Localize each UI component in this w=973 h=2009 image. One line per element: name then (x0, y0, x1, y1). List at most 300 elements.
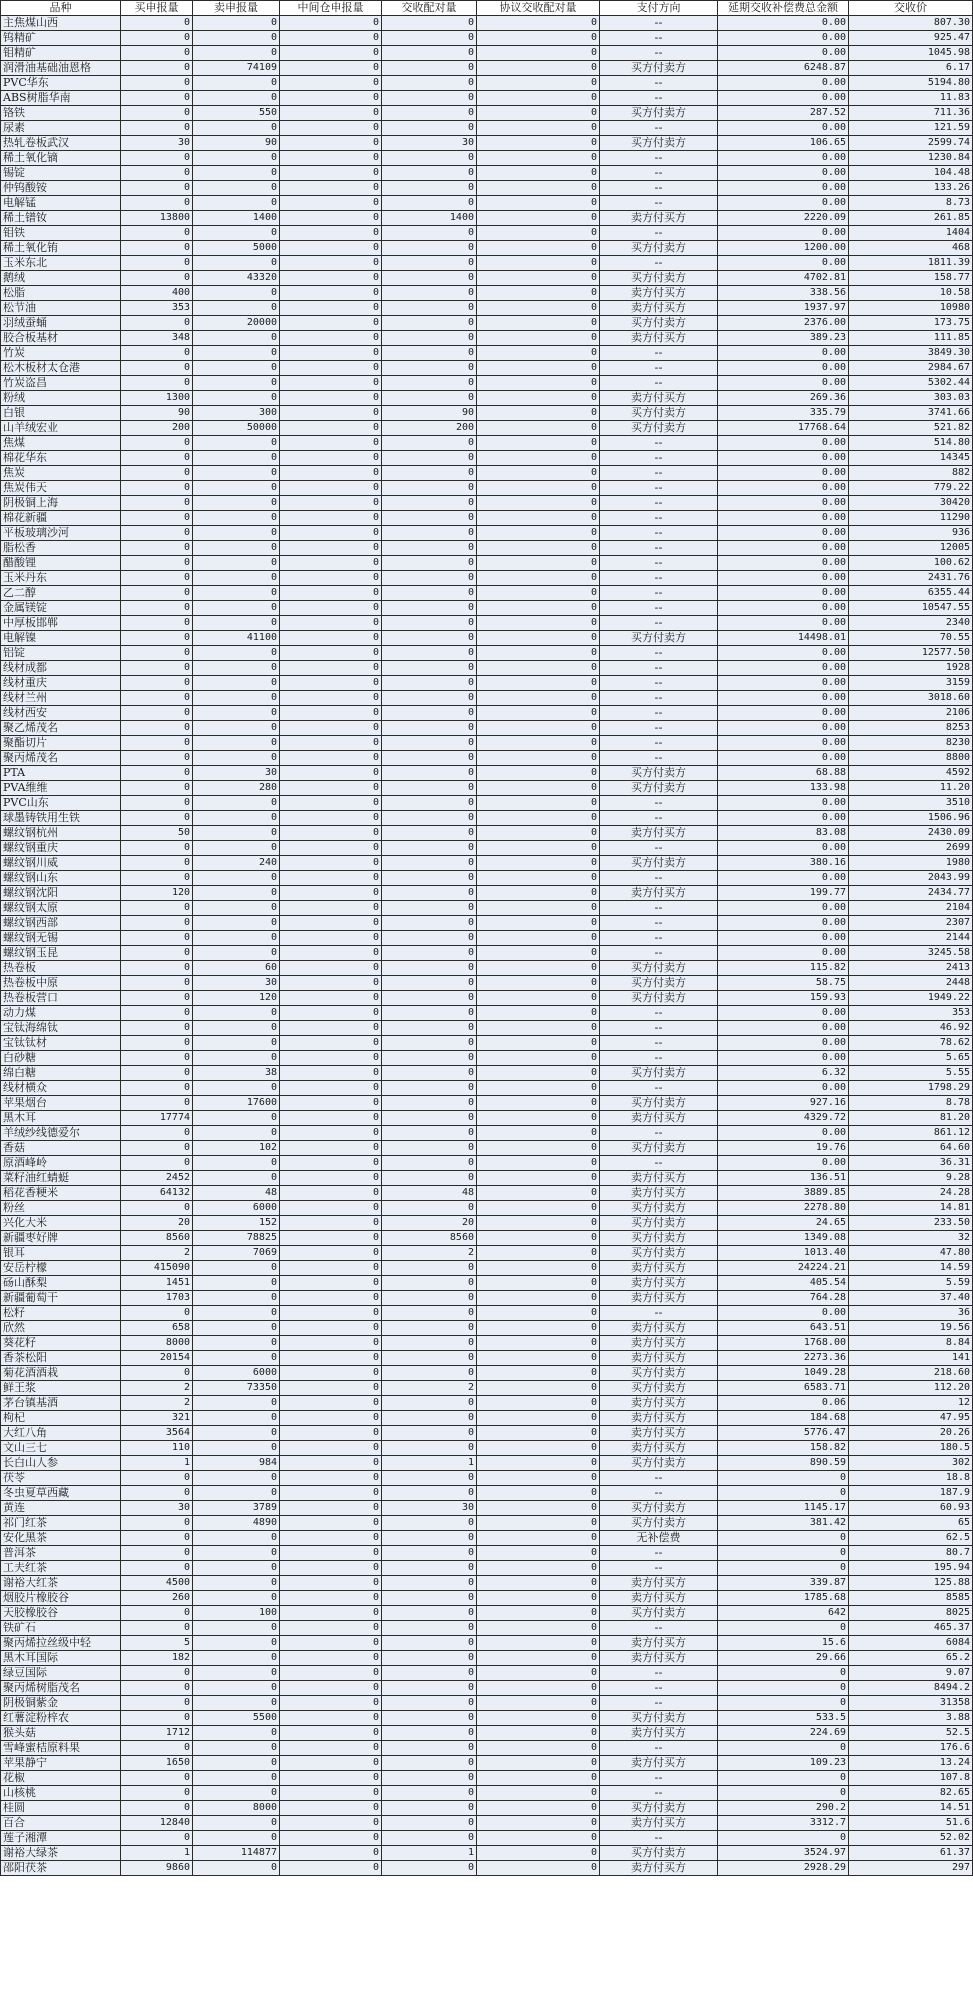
table-row (1, 106, 973, 121)
cell-matched-qty: 0 (382, 916, 477, 931)
cell-sell-declared: 0 (193, 1021, 280, 1036)
cell-buy-declared: 0 (121, 1516, 193, 1531)
cell-matched-qty: 0 (382, 871, 477, 886)
cell-sell-declared: 0 (193, 751, 280, 766)
cell-matched-qty: 0 (382, 511, 477, 526)
cell-matched-qty: 0 (382, 736, 477, 751)
cell-agreement-matched-qty: 0 (477, 601, 600, 616)
cell-payment-direction: 买方付卖方 (600, 1096, 718, 1111)
cell-deferred-fee-total: 0.00 (718, 676, 849, 691)
cell-deferred-fee-total: 0.00 (718, 1036, 849, 1051)
cell-payment-direction: -- (600, 466, 718, 481)
cell-delivery-price: 62.5 (849, 1531, 973, 1546)
table-row (1, 646, 973, 661)
cell-delivery-price: 303.03 (849, 391, 973, 406)
table-row (1, 691, 973, 706)
cell-buy-declared: 9860 (121, 1861, 193, 1876)
cell-payment-direction: -- (600, 556, 718, 571)
cell-buy-declared: 0 (121, 241, 193, 256)
cell-buy-declared: 348 (121, 331, 193, 346)
cell-variety: 祁门红茶 (1, 1516, 121, 1531)
cell-payment-direction: 卖方付买方 (600, 1261, 718, 1276)
table-row (1, 511, 973, 526)
cell-buy-declared: 0 (121, 1771, 193, 1786)
cell-variety: 金属镁锭 (1, 601, 121, 616)
cell-delivery-price: 52.02 (849, 1831, 973, 1846)
cell-variety: 长白山人参 (1, 1456, 121, 1471)
table-row (1, 1126, 973, 1141)
cell-delivery-price: 711.36 (849, 106, 973, 121)
cell-intermediate-declared: 0 (280, 946, 382, 961)
cell-buy-declared: 0 (121, 691, 193, 706)
cell-delivery-price: 5194.80 (849, 76, 973, 91)
cell-sell-declared: 0 (193, 1651, 280, 1666)
cell-payment-direction: -- (600, 1666, 718, 1681)
cell-sell-declared: 300 (193, 406, 280, 421)
cell-payment-direction: 卖方付买方 (600, 1171, 718, 1186)
cell-variety: 猴头菇 (1, 1726, 121, 1741)
cell-deferred-fee-total: 0.00 (718, 466, 849, 481)
cell-deferred-fee-total: 0.00 (718, 226, 849, 241)
cell-intermediate-declared: 0 (280, 181, 382, 196)
cell-agreement-matched-qty: 0 (477, 1696, 600, 1711)
cell-matched-qty: 0 (382, 331, 477, 346)
cell-variety: 螺纹钢沈阳 (1, 886, 121, 901)
cell-delivery-price: 30420 (849, 496, 973, 511)
cell-variety: 平板玻璃沙河 (1, 526, 121, 541)
cell-variety: 聚丙烯拉丝级中轻 (1, 1636, 121, 1651)
table-row (1, 586, 973, 601)
cell-buy-declared: 0 (121, 1201, 193, 1216)
cell-sell-declared: 0 (193, 616, 280, 631)
cell-delivery-price: 8585 (849, 1591, 973, 1606)
cell-agreement-matched-qty: 0 (477, 871, 600, 886)
cell-variety: 聚乙烯茂名 (1, 721, 121, 736)
cell-deferred-fee-total: 0.00 (718, 481, 849, 496)
cell-delivery-price: 80.7 (849, 1546, 973, 1561)
cell-sell-declared: 0 (193, 451, 280, 466)
cell-sell-declared: 0 (193, 886, 280, 901)
cell-agreement-matched-qty: 0 (477, 1441, 600, 1456)
cell-intermediate-declared: 0 (280, 1636, 382, 1651)
cell-buy-declared: 0 (121, 1681, 193, 1696)
table-row (1, 616, 973, 631)
cell-delivery-price: 1949.22 (849, 991, 973, 1006)
cell-payment-direction: 买方付卖方 (600, 1246, 718, 1261)
cell-payment-direction: 卖方付买方 (600, 1411, 718, 1426)
cell-delivery-price: 2043.99 (849, 871, 973, 886)
cell-variety: 黑木耳 (1, 1111, 121, 1126)
cell-intermediate-declared: 0 (280, 1531, 382, 1546)
header-intermediate-declared: 中间仓申报量 (280, 1, 382, 16)
cell-deferred-fee-total: 0 (718, 1696, 849, 1711)
cell-deferred-fee-total: 405.54 (718, 1276, 849, 1291)
cell-intermediate-declared: 0 (280, 976, 382, 991)
cell-matched-qty: 0 (382, 1561, 477, 1576)
cell-delivery-price: 64.60 (849, 1141, 973, 1156)
table-row (1, 76, 973, 91)
cell-intermediate-declared: 0 (280, 421, 382, 436)
cell-payment-direction: -- (600, 1036, 718, 1051)
cell-agreement-matched-qty: 0 (477, 901, 600, 916)
table-row (1, 1201, 973, 1216)
cell-intermediate-declared: 0 (280, 16, 382, 31)
cell-delivery-price: 36 (849, 1306, 973, 1321)
table-row (1, 556, 973, 571)
cell-buy-declared: 4500 (121, 1576, 193, 1591)
cell-intermediate-declared: 0 (280, 1111, 382, 1126)
cell-intermediate-declared: 0 (280, 1591, 382, 1606)
cell-delivery-price: 36.31 (849, 1156, 973, 1171)
cell-payment-direction: -- (600, 571, 718, 586)
cell-buy-declared: 5 (121, 1636, 193, 1651)
cell-variety: 动力煤 (1, 1006, 121, 1021)
cell-buy-declared: 0 (121, 496, 193, 511)
cell-sell-declared: 50000 (193, 421, 280, 436)
cell-sell-declared: 20000 (193, 316, 280, 331)
cell-agreement-matched-qty: 0 (477, 1381, 600, 1396)
cell-buy-declared: 2 (121, 1396, 193, 1411)
table-row (1, 151, 973, 166)
cell-deferred-fee-total: 106.65 (718, 136, 849, 151)
cell-variety: 天胶橡胶谷 (1, 1606, 121, 1621)
cell-payment-direction: -- (600, 496, 718, 511)
cell-agreement-matched-qty: 0 (477, 136, 600, 151)
cell-variety: 钼精矿 (1, 46, 121, 61)
cell-payment-direction: -- (600, 151, 718, 166)
cell-variety: 黄连 (1, 1501, 121, 1516)
cell-buy-declared: 0 (121, 901, 193, 916)
cell-deferred-fee-total: 389.23 (718, 331, 849, 346)
cell-matched-qty: 0 (382, 1096, 477, 1111)
cell-matched-qty: 90 (382, 406, 477, 421)
cell-matched-qty: 2 (382, 1381, 477, 1396)
cell-buy-declared: 0 (121, 256, 193, 271)
cell-variety: 稀土氧化铕 (1, 241, 121, 256)
cell-deferred-fee-total: 1049.28 (718, 1366, 849, 1381)
cell-payment-direction: 卖方付买方 (600, 826, 718, 841)
cell-deferred-fee-total: 0 (718, 1741, 849, 1756)
cell-agreement-matched-qty: 0 (477, 496, 600, 511)
cell-sell-declared: 0 (193, 706, 280, 721)
cell-sell-declared: 0 (193, 1291, 280, 1306)
cell-payment-direction: 卖方付买方 (600, 1276, 718, 1291)
cell-sell-declared: 0 (193, 286, 280, 301)
cell-payment-direction: -- (600, 871, 718, 886)
cell-buy-declared: 0 (121, 376, 193, 391)
cell-agreement-matched-qty: 0 (477, 31, 600, 46)
cell-deferred-fee-total: 0.00 (718, 361, 849, 376)
cell-variety: 鲜王浆 (1, 1381, 121, 1396)
cell-deferred-fee-total: 0.00 (718, 1021, 849, 1036)
cell-variety: 百合 (1, 1816, 121, 1831)
cell-payment-direction: 卖方付买方 (600, 1726, 718, 1741)
cell-intermediate-declared: 0 (280, 466, 382, 481)
cell-deferred-fee-total: 0.00 (718, 646, 849, 661)
cell-intermediate-declared: 0 (280, 1186, 382, 1201)
cell-agreement-matched-qty: 0 (477, 616, 600, 631)
cell-delivery-price: 8.78 (849, 1096, 973, 1111)
table-row (1, 736, 973, 751)
cell-agreement-matched-qty: 0 (477, 436, 600, 451)
cell-variety: 乙二醇 (1, 586, 121, 601)
cell-sell-declared: 0 (193, 1696, 280, 1711)
cell-delivery-price: 1928 (849, 661, 973, 676)
cell-agreement-matched-qty: 0 (477, 1771, 600, 1786)
cell-delivery-price: 2431.76 (849, 571, 973, 586)
cell-intermediate-declared: 0 (280, 901, 382, 916)
cell-matched-qty: 0 (382, 1081, 477, 1096)
cell-sell-declared: 5000 (193, 241, 280, 256)
cell-intermediate-declared: 0 (280, 661, 382, 676)
cell-sell-declared: 3789 (193, 1501, 280, 1516)
cell-variety: 阴极铜紫金 (1, 1696, 121, 1711)
cell-variety: 绿豆国际 (1, 1666, 121, 1681)
cell-deferred-fee-total: 0.00 (718, 871, 849, 886)
table-row (1, 181, 973, 196)
table-row (1, 1381, 973, 1396)
cell-payment-direction: -- (600, 1021, 718, 1036)
cell-deferred-fee-total: 0.00 (718, 346, 849, 361)
cell-agreement-matched-qty: 0 (477, 1066, 600, 1081)
cell-matched-qty: 0 (382, 616, 477, 631)
cell-sell-declared: 0 (193, 811, 280, 826)
cell-agreement-matched-qty: 0 (477, 541, 600, 556)
cell-buy-declared: 0 (121, 946, 193, 961)
cell-buy-declared: 0 (121, 766, 193, 781)
cell-payment-direction: 买方付卖方 (600, 1366, 718, 1381)
cell-sell-declared: 0 (193, 841, 280, 856)
cell-variety: 烟胶片橡胶谷 (1, 1591, 121, 1606)
table-row (1, 1396, 973, 1411)
table-row (1, 286, 973, 301)
cell-sell-declared: 0 (193, 676, 280, 691)
cell-payment-direction: -- (600, 946, 718, 961)
cell-buy-declared: 120 (121, 886, 193, 901)
cell-variety: 铝锭 (1, 646, 121, 661)
cell-payment-direction: -- (600, 931, 718, 946)
cell-matched-qty: 0 (382, 631, 477, 646)
table-row (1, 1366, 973, 1381)
cell-agreement-matched-qty: 0 (477, 451, 600, 466)
cell-deferred-fee-total: 4329.72 (718, 1111, 849, 1126)
table-row (1, 1771, 973, 1786)
cell-delivery-price: 4592 (849, 766, 973, 781)
table-row (1, 1231, 973, 1246)
cell-matched-qty: 0 (382, 106, 477, 121)
cell-variety: 苹果烟台 (1, 1096, 121, 1111)
cell-variety: 葵花籽 (1, 1336, 121, 1351)
cell-variety: 松节油 (1, 301, 121, 316)
table-row (1, 1171, 973, 1186)
cell-agreement-matched-qty: 0 (477, 1756, 600, 1771)
cell-intermediate-declared: 0 (280, 646, 382, 661)
cell-variety: 花椒 (1, 1771, 121, 1786)
cell-variety: 菜籽油红蜻蜓 (1, 1171, 121, 1186)
cell-agreement-matched-qty: 0 (477, 1021, 600, 1036)
cell-variety: 工夫红茶 (1, 1561, 121, 1576)
cell-intermediate-declared: 0 (280, 826, 382, 841)
table-row (1, 1111, 973, 1126)
cell-delivery-price: 10980 (849, 301, 973, 316)
cell-delivery-price: 65.2 (849, 1651, 973, 1666)
cell-intermediate-declared: 0 (280, 1366, 382, 1381)
cell-matched-qty: 0 (382, 1441, 477, 1456)
table-row (1, 496, 973, 511)
cell-intermediate-declared: 0 (280, 541, 382, 556)
cell-buy-declared: 12840 (121, 1816, 193, 1831)
cell-matched-qty: 0 (382, 241, 477, 256)
cell-intermediate-declared: 0 (280, 1486, 382, 1501)
cell-variety: 醋酸锂 (1, 556, 121, 571)
cell-delivery-price: 81.20 (849, 1111, 973, 1126)
cell-variety: 螺纹钢玉昆 (1, 946, 121, 961)
table-row (1, 1306, 973, 1321)
table-row (1, 1291, 973, 1306)
cell-payment-direction: -- (600, 121, 718, 136)
cell-payment-direction: -- (600, 706, 718, 721)
cell-delivery-price: 1404 (849, 226, 973, 241)
cell-agreement-matched-qty: 0 (477, 316, 600, 331)
cell-intermediate-declared: 0 (280, 361, 382, 376)
cell-matched-qty: 0 (382, 1606, 477, 1621)
cell-deferred-fee-total: 0.00 (718, 121, 849, 136)
cell-sell-declared: 0 (193, 91, 280, 106)
cell-buy-declared: 64132 (121, 1186, 193, 1201)
cell-intermediate-declared: 0 (280, 871, 382, 886)
cell-matched-qty: 0 (382, 61, 477, 76)
cell-variety: 羊绒纱线德爱尔 (1, 1126, 121, 1141)
cell-agreement-matched-qty: 0 (477, 256, 600, 271)
cell-payment-direction: 买方付卖方 (600, 961, 718, 976)
cell-deferred-fee-total: 199.77 (718, 886, 849, 901)
cell-buy-declared: 2 (121, 1381, 193, 1396)
cell-matched-qty: 0 (382, 1816, 477, 1831)
cell-matched-qty: 0 (382, 1396, 477, 1411)
cell-intermediate-declared: 0 (280, 346, 382, 361)
cell-deferred-fee-total: 0.00 (718, 46, 849, 61)
cell-delivery-price: 12577.50 (849, 646, 973, 661)
cell-agreement-matched-qty: 0 (477, 181, 600, 196)
cell-intermediate-declared: 0 (280, 1546, 382, 1561)
cell-delivery-price: 3741.66 (849, 406, 973, 421)
cell-payment-direction: -- (600, 916, 718, 931)
cell-variety: 新疆枣好牌 (1, 1231, 121, 1246)
cell-matched-qty: 0 (382, 1546, 477, 1561)
cell-intermediate-declared: 0 (280, 1771, 382, 1786)
cell-agreement-matched-qty: 0 (477, 1486, 600, 1501)
cell-intermediate-declared: 0 (280, 1861, 382, 1876)
cell-payment-direction: 卖方付买方 (600, 1186, 718, 1201)
cell-deferred-fee-total: 269.36 (718, 391, 849, 406)
cell-buy-declared: 0 (121, 166, 193, 181)
cell-agreement-matched-qty: 0 (477, 931, 600, 946)
cell-sell-declared: 0 (193, 1666, 280, 1681)
cell-buy-declared: 0 (121, 1366, 193, 1381)
cell-intermediate-declared: 0 (280, 391, 382, 406)
cell-intermediate-declared: 0 (280, 841, 382, 856)
cell-intermediate-declared: 0 (280, 571, 382, 586)
cell-deferred-fee-total: 533.5 (718, 1711, 849, 1726)
cell-sell-declared: 0 (193, 481, 280, 496)
cell-intermediate-declared: 0 (280, 226, 382, 241)
cell-buy-declared: 8560 (121, 1231, 193, 1246)
table-row (1, 91, 973, 106)
cell-agreement-matched-qty: 0 (477, 1501, 600, 1516)
cell-buy-declared: 2 (121, 1246, 193, 1261)
cell-intermediate-declared: 0 (280, 1201, 382, 1216)
cell-matched-qty: 0 (382, 1336, 477, 1351)
cell-delivery-price: 807.30 (849, 16, 973, 31)
cell-deferred-fee-total: 83.08 (718, 826, 849, 841)
cell-matched-qty: 0 (382, 286, 477, 301)
cell-buy-declared: 0 (121, 1786, 193, 1801)
cell-intermediate-declared: 0 (280, 1351, 382, 1366)
cell-buy-declared: 658 (121, 1321, 193, 1336)
table-row (1, 1861, 973, 1876)
cell-payment-direction: 买方付卖方 (600, 976, 718, 991)
cell-delivery-price: 112.20 (849, 1381, 973, 1396)
table-row (1, 1036, 973, 1051)
cell-intermediate-declared: 0 (280, 1081, 382, 1096)
table-row (1, 721, 973, 736)
cell-matched-qty: 0 (382, 1141, 477, 1156)
cell-agreement-matched-qty: 0 (477, 1621, 600, 1636)
cell-matched-qty: 0 (382, 361, 477, 376)
cell-sell-declared: 0 (193, 1171, 280, 1186)
cell-sell-declared: 74109 (193, 61, 280, 76)
table-row (1, 961, 973, 976)
cell-deferred-fee-total: 136.51 (718, 1171, 849, 1186)
table-row (1, 901, 973, 916)
cell-buy-declared: 8000 (121, 1336, 193, 1351)
cell-matched-qty: 0 (382, 1666, 477, 1681)
cell-deferred-fee-total: 68.88 (718, 766, 849, 781)
cell-payment-direction: -- (600, 541, 718, 556)
table-row (1, 826, 973, 841)
cell-matched-qty: 30 (382, 136, 477, 151)
cell-buy-declared: 0 (121, 61, 193, 76)
cell-variety: 茯苓 (1, 1471, 121, 1486)
cell-variety: 茅台镇基酒 (1, 1396, 121, 1411)
cell-deferred-fee-total: 0.00 (718, 706, 849, 721)
cell-variety: PVC山东 (1, 796, 121, 811)
cell-delivery-price: 173.75 (849, 316, 973, 331)
table-row (1, 1021, 973, 1036)
cell-deferred-fee-total: 0.00 (718, 1006, 849, 1021)
cell-deferred-fee-total: 0.00 (718, 1126, 849, 1141)
cell-deferred-fee-total: 0 (718, 1531, 849, 1546)
cell-variety: 锡锭 (1, 166, 121, 181)
table-row (1, 991, 973, 1006)
cell-payment-direction: 卖方付买方 (600, 1321, 718, 1336)
cell-sell-declared: 73350 (193, 1381, 280, 1396)
cell-variety: 螺纹钢山东 (1, 871, 121, 886)
cell-payment-direction: -- (600, 1486, 718, 1501)
cell-matched-qty: 0 (382, 856, 477, 871)
cell-deferred-fee-total: 0.00 (718, 376, 849, 391)
cell-matched-qty: 0 (382, 766, 477, 781)
cell-agreement-matched-qty: 0 (477, 361, 600, 376)
cell-agreement-matched-qty: 0 (477, 1681, 600, 1696)
cell-payment-direction: 买方付卖方 (600, 781, 718, 796)
cell-intermediate-declared: 0 (280, 1681, 382, 1696)
cell-agreement-matched-qty: 0 (477, 1816, 600, 1831)
cell-agreement-matched-qty: 0 (477, 1426, 600, 1441)
cell-agreement-matched-qty: 0 (477, 1051, 600, 1066)
cell-matched-qty: 0 (382, 181, 477, 196)
cell-delivery-price: 121.59 (849, 121, 973, 136)
